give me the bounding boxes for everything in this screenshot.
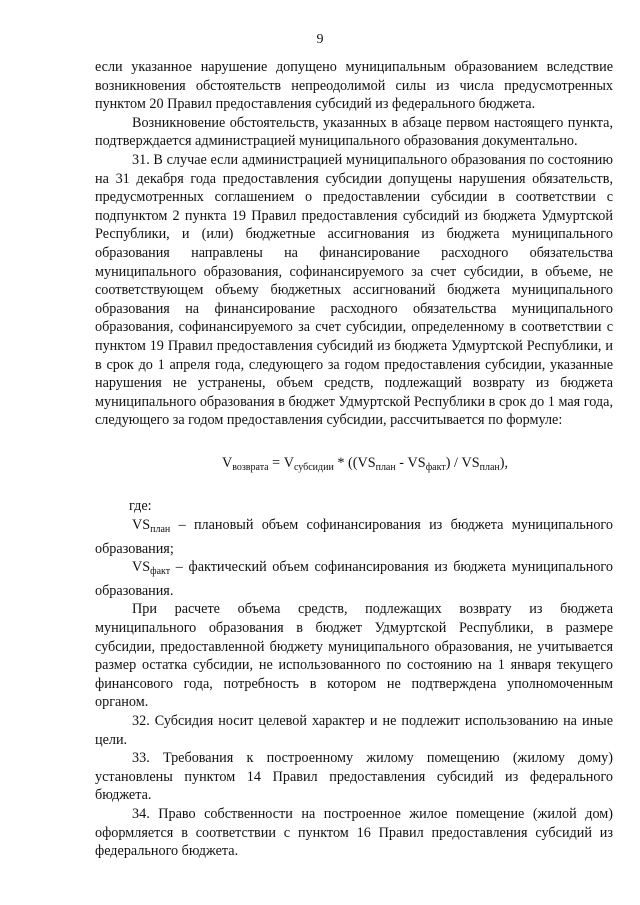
paragraph-32: 32. Субсидия носит целевой характер и не подлежит использованию на иные цели. (95, 713, 613, 748)
paragraph-31: 31. В случае если администрацией муниципального образования по состоянию на 31 декабря года предоставления субсидии допущены нарушения обязательств, предусмотренных соглашением о предоставлении субсидии в соответствии с подпунктом 2 пункта 19 Правил предоставления субсидий из бюджета Удмуртской Республики, и (или) бюджетные ассигнования из бюджета муниципального образования направлены на финансирование расходного обязательства муниципального образования, софинансируемого за счет субсидии, в объеме, не соответствующем объему бюджетных ассигнований бюджета муниципального образования на финансирование расходного обязательства муниципального образования, софинансируемого за счет субсидии, определенному в соответствии с пунктом 19 Правил предоставления субсидий из бюджета Удмуртской Республики, и в срок до 1 апреля года, следующего за годом предоставления субсидии, указанные нарушения не устранены, объем средств, подлежащий возврату из бюджета муниципального образования в бюджет Удмуртской Республики в срок до 1 мая года, следующего за годом предоставления субсидии, рассчитывается по формуле: (95, 151, 613, 429)
paragraph-calculation-note: При расчете объема средств, подлежащих возврату из бюджета муниципального образования в бюджет Удмуртской Республики, в размере субсидии, предоставленной бюджету муниципального образования, не учитывается размер остатка субсидии, не использованного по состоянию на 1 января текущего финансового года, потребность в котором не подтверждена уполномоченным органом. (95, 601, 613, 711)
page-number: 9 (316, 32, 324, 47)
paragraph-circumstances: Возникновение обстоятельств, указанных в абзаце первом настоящего пункта, подтверждается администрацией муниципального образования документально. (95, 114, 613, 150)
document-body (95, 58, 613, 861)
paragraph-34: 34. Право собственности на построенное жилое помещение (жилой дом) оформляется в соответствии с пунктом 16 Правил предоставления субсидий из федерального бюджета. (95, 805, 613, 860)
paragraph-33: 33. Требования к построенному жилому помещению (жилому дому) установлены пунктом 14 Правил предоставления субсидий из федерального бюджета. (95, 750, 613, 804)
refund-formula: $V_{возврата} = V_{субсидии} * ((VS_{план} - VS_{факт}) / VS_{план})$, (221, 454, 509, 473)
paragraph-continuation: если указанное нарушение допущено муниципальным образованием вследствие возникновения обстоятельств непреодолимой силы из числа предусмотренных пунктом 20 Правил предоставления субсидий из федерального бюджета. (95, 59, 613, 113)
definition-vs-fact: $VS_{факт}$ – фактический объем софинансирования из бюджета муниципального образования. (95, 559, 613, 599)
where-label: где: (129, 498, 152, 515)
definition-vs-plan: $VS_{план}$ – плановый объем софинансирования из бюджета муниципального образования; (95, 517, 613, 557)
